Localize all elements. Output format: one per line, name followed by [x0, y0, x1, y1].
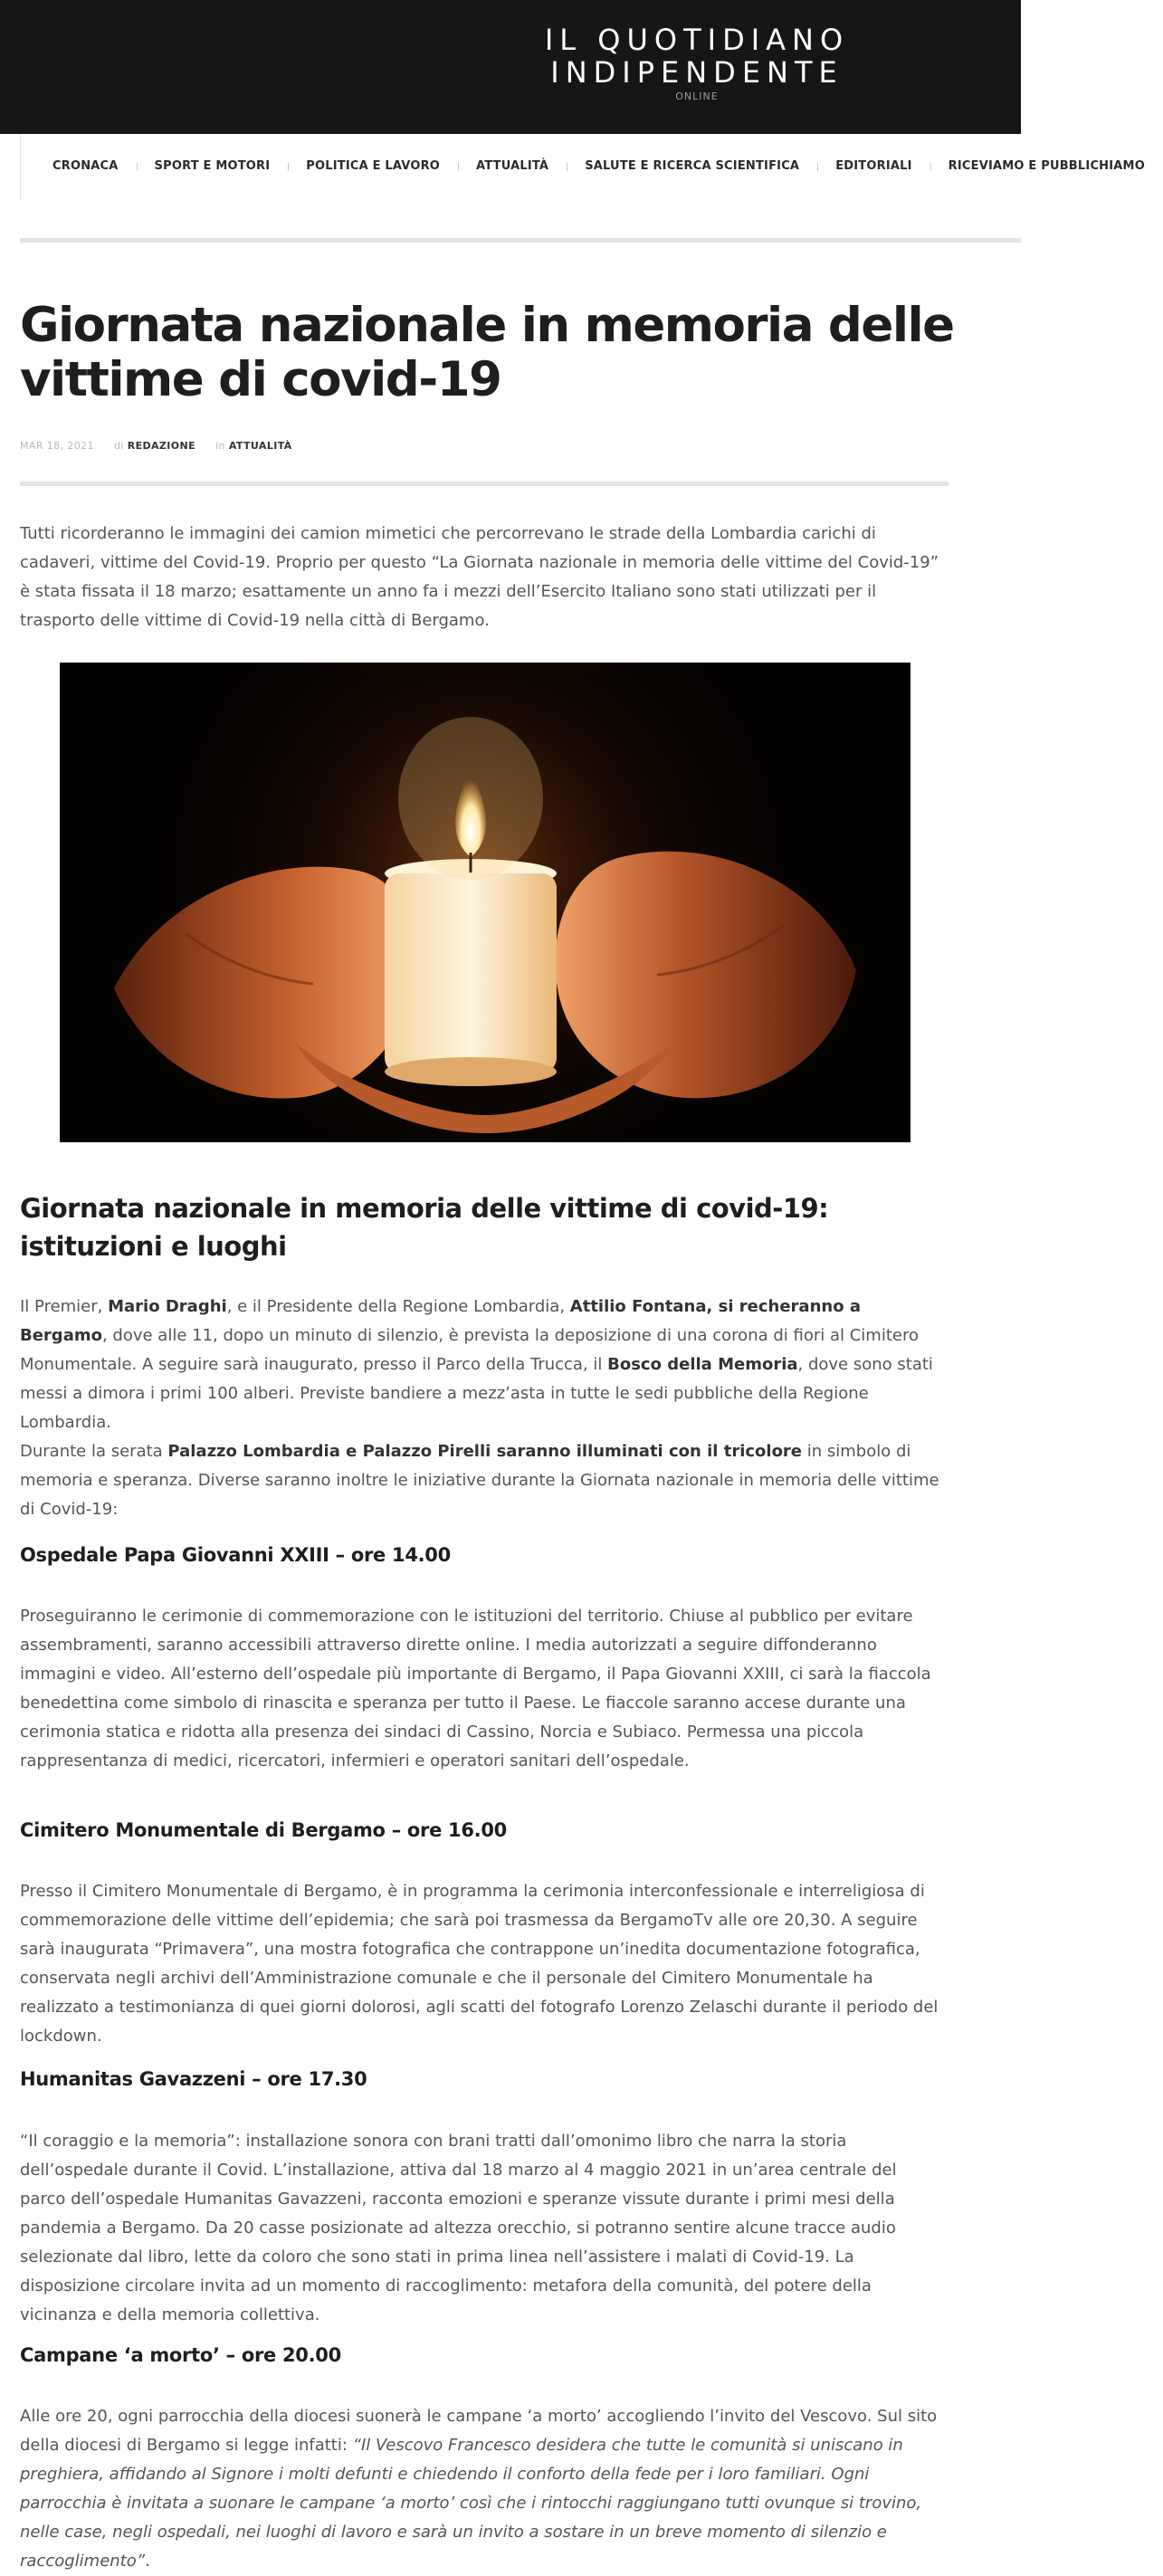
site-header [0, 0, 1021, 134]
paragraph-evening: Durante la serata Palazzo Lombardia e Palazzo Pirelli saranno illuminati con il tricolore in simbolo di memoria e speranza. Diverse saranno inoltre le iniziative durante la Giornata nazionale in memoria delle vittime di Covid-19: [20, 1442, 939, 1519]
nav-item-attualita[interactable]: ATTUALITÀ [458, 134, 567, 199]
paragraph-humanitas: “Il coraggio e la memoria”: installazione sonora con brani tratti dall’omonimo libro che narra la storia dell’ospedale durante il Covid. L’installazione, attiva dal 18 marzo al 4 maggio 2021 in un’area centrale del parco dell’ospedale Humanitas Gavazzeni, racconta emozioni e speranze vissute durante i primi mesi della pandemia a Bergamo. Da 20 casse posizionate ad altezza orecchio, si potranno sentire alcune tracce audio selezionate dal libro, lette da coloro che sono stati in prima linea nell’assistere i malati di Covid-19. La disposizione circolare invita ad un momento di raccoglimento: metafora della comunità, del potere della vicinanza e della memoria collettiva. [20, 2132, 897, 2324]
author-prefix: di [113, 440, 124, 452]
subheading-cimitero: Cimitero Monumentale di Bergamo – ore 16.00 [20, 1819, 507, 1841]
category-prefix: in [215, 440, 225, 452]
site-logo[interactable] [516, 24, 878, 102]
main-navigation [20, 134, 1145, 199]
nav-item-riceviamo-e-pubblichiamo[interactable]: RICEVIAMO E PUBBLICHIAMO [930, 134, 1163, 199]
article-meta [20, 440, 292, 452]
author-link[interactable]: REDAZIONE [127, 440, 196, 452]
paragraph-institutions: Il Premier, Mario Draghi, e il Presidente della Regione Lombardia, Attilio Fontana, si recheranno a Bergamo, dove alle 11, dopo un minuto di silenzio, è prevista la deposizione di una corona di fiori al Cimitero Monumentale. A seguire sarà inaugurato, presso il Parco della Trucca, il Bosco della Memoria, dove sono stati messi a dimora i primi 100 alberi. Previste bandiere a mezz’asta in tutte le sedi pubbliche della Regione Lombardia. [20, 1297, 933, 1432]
paragraph-ospedale: Proseguiranno le cerimonie di commemorazione con le istituzioni del territorio. Chiuse al pubblico per evitare assembramenti, saranno accessibili attraverso dirette online. I media autorizzati a seguire diffonderanno immagini e video. All’esterno dell’ospedale più importante di Bergamo, il Papa Giovanni XXIII, ci sarà la fiaccola benedettina come simbolo di rinascita e speranza per tutto il Paese. Le fiaccole saranno accese durante una cerimonia statica e ridotta alla presenza dei sindaci di Cassino, Norcia e Subiaco. Permessa una piccola rappresentanza di medici, ricercatori, infermieri e operatori sanitari dell’ospedale. [20, 1607, 931, 1770]
logo-subtitle: ONLINE [675, 91, 719, 102]
article-title: Giornata nazionale in memoria delle vittime di covid-19 [20, 298, 954, 407]
category-link[interactable]: ATTUALITÀ [228, 440, 292, 452]
divider [20, 482, 949, 486]
nav-item-salute-e-ricerca[interactable]: SALUTE E RICERCA SCIENTIFICA [567, 134, 817, 199]
subheading-ospedale: Ospedale Papa Giovanni XXIII – ore 14.00 [20, 1544, 451, 1566]
logo-line-1: IL QUOTIDIANO [544, 23, 850, 57]
subheading-humanitas: Humanitas Gavazzeni – ore 17.30 [20, 2068, 367, 2090]
nav-item-editoriali[interactable]: EDITORIALI [817, 134, 929, 199]
subheading-campane: Campane ‘a morto’ – ore 20.00 [20, 2344, 341, 2366]
article-date: MAR 18, 2021 [20, 440, 94, 452]
nav-item-cronaca[interactable]: CRONACA [52, 159, 119, 173]
divider [20, 238, 1021, 243]
logo-line-2: INDIPENDENTE [550, 55, 844, 90]
paragraph-campane: Alle ore 20, ogni parrocchia della diocesi suonerà le campane ‘a morto’ accogliendo l’invito del Vescovo. Sul sito della diocesi di Bergamo si legge infatti: “Il Vescovo Francesco desidera che tutte le comunità si uniscano in preghiera, affidando al Signore i molti defunti e chiedendo il conforto della fede per i loro familiari. Ogni parrocchia è invitata a suonare le campane ‘a morto’ così che i rintocchi raggiungano tutti ovunque si trovino, nelle case, negli ospedali, nei luoghi di lavoro e sarà un invito a sostare in un breve momento di silenzio e raccoglimento”. [20, 2407, 938, 2571]
nav-item-politica-e-lavoro[interactable]: POLITICA E LAVORO [288, 134, 458, 199]
section-heading: Giornata nazionale in memoria delle vittime di covid-19: istituzioni e luoghi [20, 1193, 829, 1262]
nav-item-sport-e-motori[interactable]: SPORT E MOTORI [137, 134, 289, 199]
article-image-candle-hands [60, 663, 910, 1142]
paragraph-cimitero: Presso il Cimitero Monumentale di Bergamo, è in programma la cerimonia interconfessionale e interreligiosa di commemorazione delle vittime dell’epidemia; che sarà poi trasmessa da BergamoTv alle ore 20,30. A seguire sarà inaugurata “Primavera”, una mostra fotografica che contrappone un’inedita documentazione fotografica, conservata negli archivi dell’Amministrazione comunale e che il personale del Cimitero Monumentale ha realizzato a testimonianza di quei giorni dolorosi, agli scatti del fotografo Lorenzo Zelaschi durante il periodo del lockdown. [20, 1882, 939, 2046]
candle-in-hands-illustration [60, 663, 910, 1142]
article-intro: Tutti ricorderanno le immagini dei camion mimetici che percorrevano le strade della Lombardia carichi di cadaveri, vittime del Covid-19. Proprio per questo “La Giornata nazionale in memoria delle vittime del Covid-19” è stata fissata il 18 marzo; esattamente un anno fa i mezzi dell’Esercito Italiano sono stati utilizzati per il trasporto delle vittime di Covid-19 nella città di Bergamo. [20, 524, 939, 630]
